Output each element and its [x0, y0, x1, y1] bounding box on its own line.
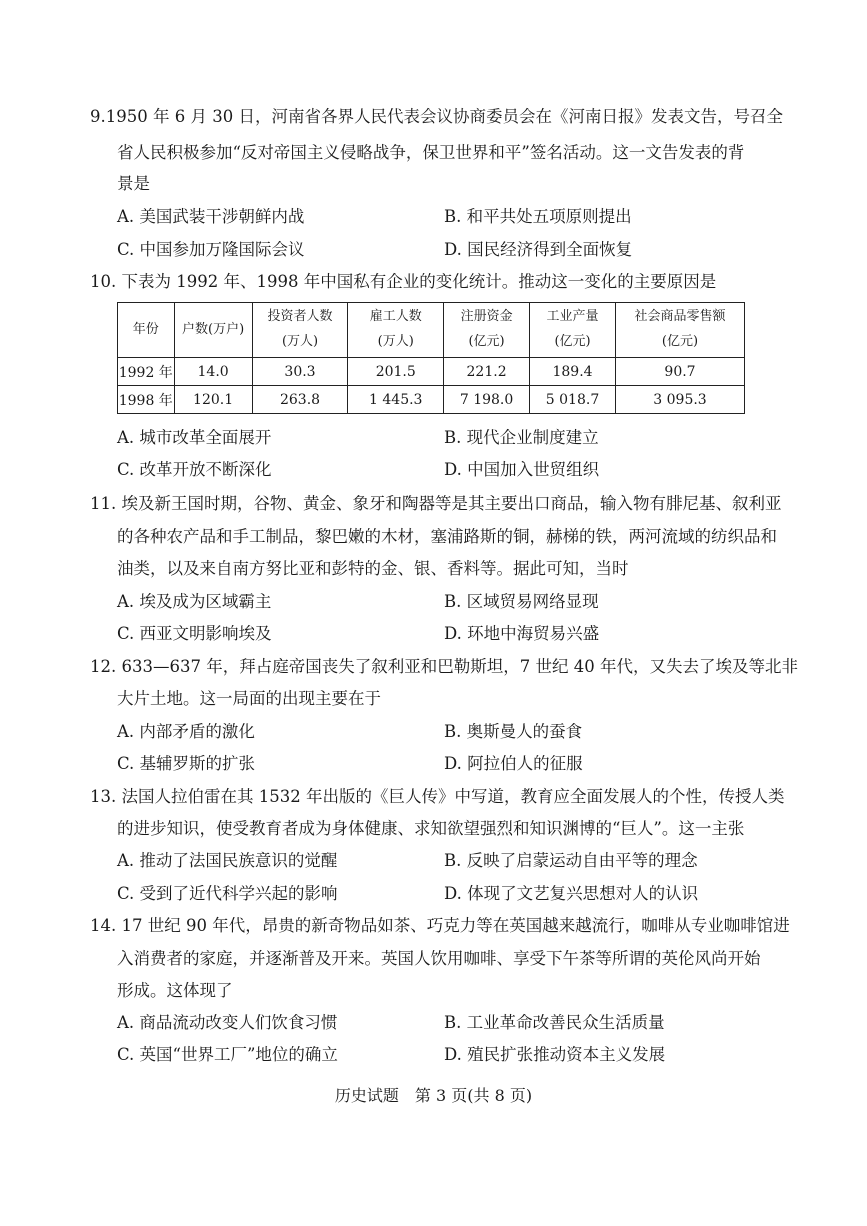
table-cell: 3 095.3	[616, 386, 745, 414]
option-a[interactable]: A. 埃及成为区域霸主	[117, 592, 272, 611]
question-stem-line: 的进步知识，使受教育者成为身体健康、求知欲望强烈和知识渊博的“巨人”。这一主张	[117, 819, 745, 838]
table-cell: 1998 年	[118, 386, 175, 414]
header-cell: 工业产量 (亿元)	[530, 303, 616, 358]
table-cell: 189.4	[530, 358, 616, 386]
option-d[interactable]: D. 殖民扩张推动资本主义发展	[444, 1045, 666, 1064]
option-a[interactable]: A. 内部矛盾的激化	[117, 722, 255, 741]
table-row	[118, 386, 745, 414]
question-stem-line: 11. 埃及新王国时期，谷物、黄金、象牙和陶器等是其主要出口商品，输入物有腓尼基、叙利亚	[90, 494, 782, 513]
question-stem-line: 大片土地。这一局面的出现主要在于	[117, 689, 381, 708]
option-b[interactable]: B. 区域贸易网络显现	[444, 592, 599, 611]
option-c[interactable]: C. 受到了近代科学兴起的影响	[117, 884, 338, 903]
table-cell: 1992 年	[118, 358, 175, 386]
question-stem-line: 省人民积极参加“反对帝国主义侵略战争，保卫世界和平”签名活动。这一文告发表的背	[117, 143, 745, 162]
option-c[interactable]: C. 基辅罗斯的扩张	[117, 754, 256, 773]
table-cell: 30.3	[252, 358, 348, 386]
question-stem-line: 入消费者的家庭，并逐渐普及开来。英国人饮用咖啡、享受下午茶等所谓的英伦风尚开始	[117, 949, 761, 968]
option-d[interactable]: D. 体现了文艺复兴思想对人的认识	[444, 884, 699, 903]
option-b[interactable]: B. 反映了启蒙运动自由平等的理念	[444, 851, 698, 870]
table-cell: 14.0	[174, 358, 252, 386]
table-cell: 7 198.0	[444, 386, 530, 414]
question-stem-line: 景是	[117, 174, 150, 193]
option-a[interactable]: A. 美国武装干涉朝鲜内战	[117, 207, 305, 226]
question-stem-line: 10. 下表为 1992 年、1998 年中国私有企业的变化统计。推动这一变化的主要原因是	[90, 272, 717, 291]
header-cell: 雇工人数 (万人)	[348, 303, 444, 358]
question-stem-line: 12. 633—637 年，拜占庭帝国丧失了叙利亚和巴勒斯坦，7 世纪 40 年代，又失去了埃及等北非	[90, 657, 798, 676]
option-a[interactable]: A. 商品流动改变人们饮食习惯	[117, 1013, 338, 1032]
question-stem-line: 13. 法国人拉伯雷在其 1532 年出版的《巨人传》中写道，教育应全面发展人的个性，传授人类	[90, 787, 785, 806]
header-cell: 社会商品零售额 (亿元)	[616, 303, 745, 358]
question-stem-line: 14. 17 世纪 90 年代，昂贵的新奇物品如茶、巧克力等在英国越来越流行，咖啡从专业咖啡馆进	[90, 916, 790, 935]
option-b[interactable]: B. 奥斯曼人的蚕食	[444, 722, 583, 741]
option-c[interactable]: C. 西亚文明影响埃及	[117, 624, 272, 643]
option-d[interactable]: D. 环地中海贸易兴盛	[444, 624, 600, 643]
page-footer: 历史试题 第 3 页(共 8 页)	[334, 1086, 533, 1105]
table-header-row	[118, 303, 745, 358]
option-b[interactable]: B. 现代企业制度建立	[444, 428, 599, 447]
table-cell: 5 018.7	[530, 386, 616, 414]
option-d[interactable]: D. 中国加入世贸组织	[444, 460, 600, 479]
table-cell: 90.7	[616, 358, 745, 386]
header-cell: 投资者人数 (万人)	[252, 303, 348, 358]
header-cell: 年份	[118, 303, 175, 358]
table-cell: 221.2	[444, 358, 530, 386]
header-cell: 注册资金 (亿元)	[444, 303, 530, 358]
table-cell: 120.1	[174, 386, 252, 414]
option-b[interactable]: B. 工业革命改善民众生活质量	[444, 1013, 665, 1032]
question-stem-line: 形成。这体现了	[117, 981, 233, 1000]
table-cell: 1 445.3	[348, 386, 444, 414]
question-stem-line: 油类，以及来自南方努比亚和彭特的金、银、香料等。据此可知，当时	[117, 559, 629, 578]
option-d[interactable]: D. 国民经济得到全面恢复	[444, 240, 633, 259]
table-cell: 201.5	[348, 358, 444, 386]
option-c[interactable]: C. 中国参加万隆国际会议	[117, 240, 305, 259]
option-c[interactable]: C. 改革开放不断深化	[117, 460, 272, 479]
option-d[interactable]: D. 阿拉伯人的征服	[444, 754, 583, 773]
table-row	[118, 358, 745, 386]
option-b[interactable]: B. 和平共处五项原则提出	[444, 207, 632, 226]
statistics-table	[117, 302, 745, 414]
question-stem-line: 9.1950 年 6 月 30 日，河南省各界人民代表会议协商委员会在《河南日报》发表文告，号召全	[90, 107, 783, 126]
question-stem-line: 的各种农产品和手工制品，黎巴嫩的木材，塞浦路斯的铜，赫梯的铁，两河流域的纺织品和	[117, 527, 777, 546]
option-c[interactable]: C. 英国“世界工厂”地位的确立	[117, 1045, 338, 1064]
table-cell: 263.8	[252, 386, 348, 414]
option-a[interactable]: A. 城市改革全面展开	[117, 428, 272, 447]
option-a[interactable]: A. 推动了法国民族意识的觉醒	[117, 851, 338, 870]
header-cell: 户数(万户)	[174, 303, 252, 358]
